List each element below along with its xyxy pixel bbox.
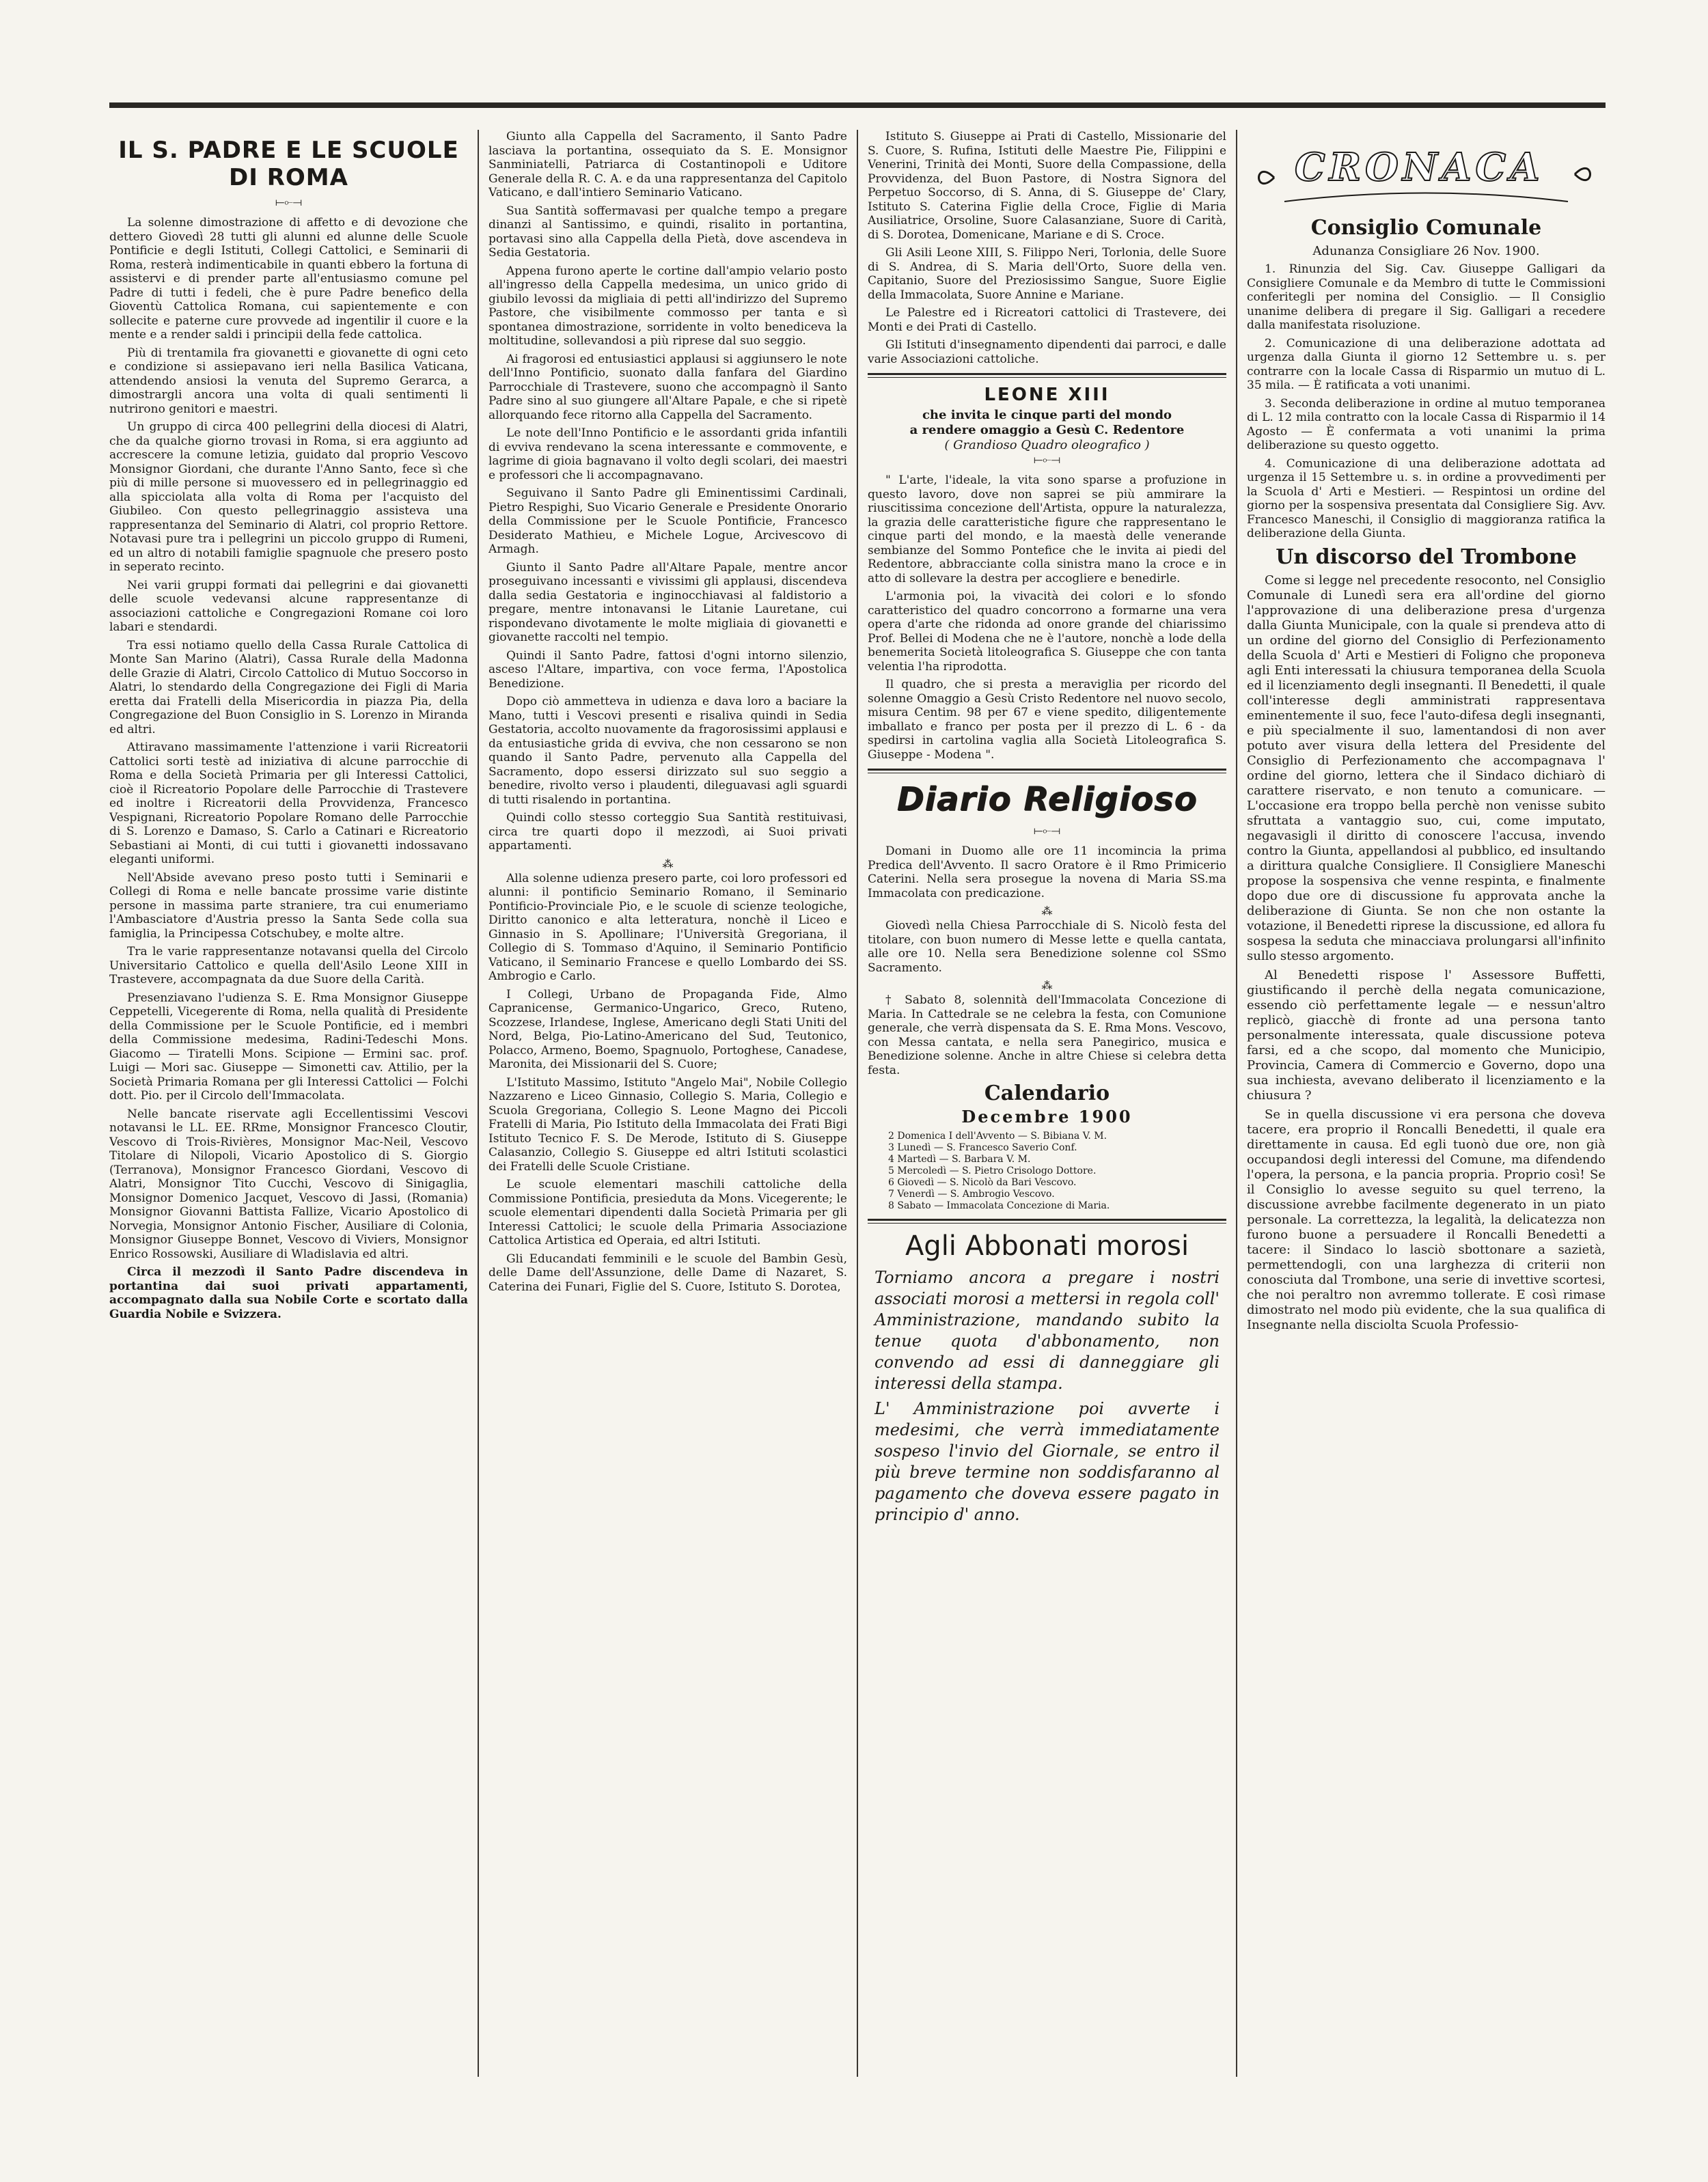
calendar-day: 2 Domenica I dell'Avvento — S. Bibiana V. M. <box>888 1131 1107 1142</box>
asterism: ⁂ <box>1041 979 1053 992</box>
calendar-day: 8 Sabato — Immacolata Concezione di Maria. <box>888 1200 1110 1211</box>
leone-title: LEONE XIII <box>984 385 1110 405</box>
paragraph: 3. Seconda deliberazione in ordine al mutuo temporanea di L. 12 mila contratto con la locale Cassa di Risparmio il 14 Agosto — È confermata a voti unanimi la prima deliberazione su questo oggetto. <box>1247 396 1606 452</box>
paragraph: Quindi il Santo Padre, fattosi d'ogni intorno silenzio, asceso l'Altare, impartiva, con voce ferma, l'Apostolica Benedizione. <box>488 648 847 691</box>
paragraph: 2. Comunicazione di una deliberazione adottata ad urgenza dalla Giunta il giorno 12 Settembre u. s. per contrarre con la locale Cassa di Risparmio un mutuo di L. 35 mila. — È ratificata a voti unanimi. <box>1247 336 1606 392</box>
abbonati-paragraph: Torniamo ancora a pregare i nostri associati morosi a mettersi in regola coll' Amministrazione, mandando subito la tenue quota d'abbonamento, non convendo ad essi di danneggiare gli interessi della stampa. <box>874 1268 1220 1393</box>
article-title: IL S. PADRE E LE SCUOLE DI ROMA <box>118 137 459 191</box>
calendar-title: Calendario <box>984 1081 1110 1105</box>
paragraph: Al Benedetti rispose l' Assessore Buffetti, giustificando il perchè della negata comunicazione, essendo ciò perfettamente legale — e nessun'altro replicò, giacchè di fronte ad una persona tanto personalmente interessata, quale discussione poteva farsi, ed a che scopo, dal momento che Municipio, Provincia, Camera di Commercio e Governo, dopo una sua inchiesta, avevano deliberato il licenziamento e la chiusura ? <box>1247 967 1606 1103</box>
paragraph: Se in quella discussione vi era persona che doveva tacere, era proprio il Roncalli Benedetti, il quale era direttamente in causa. Ed egli tuonò due ore, non già occupandosi degli interessi del Comune, ma difendendo l'opera, la persona, e la pancia propria. Proprio così! Se il Consiglio lo avesse seguito su quel terreno, la discussione avrebbe facilmente degenerato in un piato personale. La correttezza, la legalità, la delicatezza non furono buone a persuadere il Roncalli Benedetti a tacere: il Sindaco lo lasciò sbottonare a sazietà, permettendogli, con una larghezza di criterii non conosciuta dal Trombone, una serie di invettive scortesi, che noi peraltro non avremmo tollerate. E così rimase dimostrato nel modo più evidente, che la sua qualifica di Insegnante nella disciolta Scuola Professio- <box>1247 1107 1606 1332</box>
section-divider <box>868 769 1226 773</box>
paragraph: Le scuole elementari maschili cattoliche della Commissione Pontificia, presieduta da Mons. Vicegerente; le scuole elementari dipendenti dalla Società Primaria per gli Interessi Cattolici; le scuole della Primaria Associazione Cattolica Artistica ed Operaia, ed altri Istituti. <box>488 1178 847 1247</box>
paragraph: Gli Asili Leone XIII, S. Filippo Neri, Torlonia, delle Suore di S. Andrea, di S. Maria dell'Orto, Suore della ven. Capitanio, Suore del Preziosissimo Sangue, Suore Eiglie della Immacolata, Suore Annine e Mariane. <box>868 246 1226 302</box>
column-divider <box>478 130 479 2077</box>
calendar-day: 3 Lunedì — S. Francesco Saverio Conf. <box>888 1142 1077 1153</box>
paragraph: Più di trentamila fra giovanetti e giovanette di ogni ceto e condizione si assiepavano ieri nella Basilica Vaticana, attendendo ansiosi la venuta del Supremo Gerarca, a dimostrargli ancora una volta di quali sentimenti li nutrirono genitori e maestri. <box>109 346 468 416</box>
paragraph: Quindi collo stesso corteggio Sua Santità restituivasi, circa tre quarti dopo il mezzodì, ai Suoi privati appartamenti. <box>488 811 847 853</box>
paragraph: La solenne dimostrazione di affetto e di devozione che dettero Giovedì 28 tutti gli alunni ed alunne delle Scuole Pontificie e degli Istituti, Collegi Cattolici, e Seminarii di Roma, resterà indimenticabile in quanti ebbero la fortuna di assistervi e di prender parte all'entusiasmo comune pel Padre di tutti i fedeli, che è pure Padre benefico della Gioventù Cattolica Romana, cui sapientemente e con sollecite e paterne cure provvede ad ingentilir il cuore e la mente e a render saldi i principii della fede cattolica. <box>109 216 468 342</box>
ornament: ⟝⟜⟞ <box>1033 824 1061 837</box>
paragraph: Ai fragorosi ed entusiastici applausi si aggiunsero le note dell'Inno Pontificio, suonato dalla fanfara del Giardino Parrocchiale di Trastevere, suono che accompagnò il Santo Padre sino al suo giungere all'Altare Papale, e che si ripetè allorquando fece ritorno alla Cappella del Sacramento. <box>488 352 847 422</box>
section-divider <box>868 373 1226 378</box>
cronaca-title: CRONACA <box>1295 145 1544 190</box>
abbonati-title: Agli Abbonati morosi <box>905 1230 1189 1262</box>
paragraph: Seguivano il Santo Padre gli Eminentissimi Cardinali, Pietro Respighi, Suo Vicario Generale e Presidente Onorario della Commissione per le Scuole Pontificie, Francesco Desiderato Mathieu, e Michele Logue, Arcivescovo di Armagh. <box>488 486 847 556</box>
column-divider <box>857 130 858 2077</box>
leone-subtitle: ( Grandioso Quadro oleografico ) <box>944 438 1150 452</box>
asterism: ⁂ <box>662 857 674 870</box>
leone-subtitle: che invita le cinque parti del mondo <box>922 408 1172 422</box>
paragraph: Tra essi notiamo quello della Cassa Rurale Cattolica di Monte San Marino (Alatri), Cassa Rurale della Madonna delle Grazie di Alatri, Circolo Cattolico di Mutuo Soccorso in Alatri, lo stendardo della Congregazione dei Figli di Maria eretta dai Fratelli della Misericordia in piazza Pia, della Congregazione del Buon Consiglio in S. Lorenzo in Miranda ed altri. <box>109 638 468 736</box>
paragraph: L'armonia poi, la vivacità dei colori e lo sfondo caratteristico del quadro concorrono a formarne una vera opera d'arte che ridonda ad onore grande del chiarissimo Prof. Bellei di Modena che ne è l'autore, nonchè a lode della benemerita Società litoleografica S. Giuseppe che con tanta velentia l'ha riprodotta. <box>868 590 1226 674</box>
paragraph: Nelle bancate riservate agli Eccellentissimi Vescovi notavansi le LL. EE. RRme, Monsignor Francesco Cloutir, Vescovo di Trois-Rivières, Monsignor Mac-Neil, Vescovo Titolare di Nilopoli, Vicario Apostolico di S. Giorgio (Terranova), Monsignor Francesco Giordani, Vescovo di Alatri, Monsignor Tito Cucchi, Vescovo di Sinigaglia, Monsignor Domenico Jacquet, Vescovo di Jassi, (Romania) Monsignor Giovanni Battista Fallize, Vicario Apostolico di Norvegia, Monsignor Antonio Fischer, Ausiliare di Colonia, Monsignor Giuseppe Bonnet, Vescovo di Viviers, Monsignor Enrico Rossowski, Ausiliare di Wladislavia ed altri. <box>109 1107 468 1261</box>
paragraph: Presenziavano l'udienza S. E. Rma Monsignor Giuseppe Ceppetelli, Vicegerente di Roma, nella qualità di Presidente della Commissione per le Scuole Pontificie, ed i membri della Commissione medesima, Radini-Tedeschi Mons. Giacomo — Tiratelli Mons. Scipione — Ermini sac. prof. Luigi — Mori sac. Giuseppe — Simonetti cav. Attilio, per la Società Primaria Romana per gli Interessi Cattolici — Folchi dott. Pio. per il Circolo dell'Immacolata. <box>109 991 468 1103</box>
paragraph: 1. Rinunzia del Sig. Cav. Giuseppe Galligari da Consigliere Comunale e da Membro di tutte le Commissioni conferitegli per nomina del Consiglio. — Il Consiglio unanime delibera di pregare il Sig. Galligari a recedere dalla manifestata risoluzione. <box>1247 262 1606 332</box>
top-rule <box>109 102 1606 108</box>
calendar-day: 4 Martedì — S. Barbara V. M. <box>888 1154 1031 1165</box>
paragraph: L'Istituto Massimo, Istituto "Angelo Mai", Nobile Collegio Nazzareno e Liceo Ginnasio, Collegio S. Maria, Collegio e Scuola Gregoriana, Collegio S. Leone Magno dei Piccoli Fratelli di Maria, Pio Istituto della Immacolata dei Frati Bigi Istituto Tecnico F. S. De Merode, Istituto di S. Giuseppe Calasanzio, Collegio S. Giuseppe ed altri Istituti scolastici dei Fratelli delle Scuole Cristiane. <box>488 1075 847 1174</box>
abbonati-paragraph: L' Amministrazione poi avverte i medesimi, che verrà immediatamente sospeso l'invio del Giornale, se entro il più breve termine non soddisfaranno al pagamento che doveva essere pagato in principio d' anno. <box>874 1399 1220 1524</box>
column-1 <box>109 130 468 2077</box>
paragraph: I Collegi, Urbano de Propaganda Fide, Almo Capranicense, Germanico-Ungarico, Greco, Ruteno, Scozzese, Irlandese, Inglese, Americano degli Stati Uniti del Nord, Belga, Pio-Latino-Americano del Sud, Teutonico, Polacco, Armeno, Boemo, Spagnuolo, Portoghese, Canadese, Maronita, dei Missionarii del S. Cuore; <box>488 987 847 1071</box>
paragraph: Alla solenne udienza presero parte, coi loro professori ed alunni: il pontificio Seminario Romano, il Seminario Pontificio-Provinciale Pio, e le scuole di scienze teologiche, Diritto canonico e alta letteratura, nonchè il Liceo e Ginnasio in S. Apollinare; l'Università Gregoriana, il Collegio di S. Tommaso d'Aquino, il Seminario Pontificio Vaticano, il Seminario Francese e quello Lombardo dei SS. Ambrogio e Carlo. <box>488 871 847 983</box>
paragraph: " L'arte, l'ideale, la vita sono sparse a profuzione in questo lavoro, dove non saprei se più ammirare la riuscitissima concezione dell'Artista, oppure la naturalezza, la grazia delle caratteristiche figure che rappresentano le cinque parti del mondo, e la maestà delle venerande sembianze del Sommo Pontefice che le invita ai piedi del Redentore, abbracciante colla sinistra mano la croce e in atto di sollevare la destra per accogliere e benedirle. <box>868 473 1226 585</box>
calendar-month: Decembre 1900 <box>961 1107 1133 1127</box>
adunanza-date: Adunanza Consigliare 26 Nov. 1900. <box>1312 244 1540 258</box>
paragraph: Il quadro, che si presta a meraviglia per ricordo del solenne Omaggio a Gesù Cristo Redentore nel nuovo secolo, misura Centim. 98 per 67 e viene spedito, diligentemente imballato e franco per posta per il prezzo di L. 6 - da spedirsi in cartolina vaglia alla Società Litoleografica S. Giuseppe - Modena ". <box>868 678 1226 762</box>
paragraph: 4. Comunicazione di una deliberazione adottata ad urgenza il 15 Settembre u. s. in ordine a provvedimenti per la Scuola d' Arti e Mestieri. — Respintosi un ordine del giorno per la sospensiva presentata dal Consigliere Sig. Avv. Francesco Maneschi, il Consiglio di maggioranza ratifica la deliberazione della Giunta. <box>1247 456 1606 540</box>
calendar-day: 7 Venerdì — S. Ambrogio Vescovo. <box>888 1189 1055 1200</box>
cronaca-masthead <box>1247 137 1606 212</box>
paragraph: Giunto il Santo Padre all'Altare Papale, mentre ancor proseguivano incessanti e vivissimi gli applausi, discendeva dalla sedia Gestatoria e inginocchiavasi al faldistorio a pregare, mentre intonavansi le Litanie Lauretane, cui rispondevano divotamente le molte migliaia di giovanetti e giovanette raccolti nel tempio. <box>488 560 847 644</box>
paragraph: Circa il mezzodì il Santo Padre discendeva in portantina dai suoi privati appartamenti, accompagnato dalla sua Nobile Corte e scortato dalla Guardia Nobile e Svizzera. <box>109 1265 468 1321</box>
paragraph: Come si legge nel precedente resoconto, nel Consiglio Comunale di Lunedì sera era all'ordine del giorno l'approvazione di una deliberazione presa d'urgenza dalla Giunta Municipale, con la quale si prendeva atto di un ordine del giorno del Consiglio di Perfezionamento della Scuola d' Arti e Mestieri di Foligno che proponeva agli Enti interessati la chiusura temporanea della Scuola ed il licenziamento degli insegnanti. Il Benedetti, il quale coll'interesse degli amministrati rappresentava eminentemente il suo, fece l'auto-difesa degli insegnanti, e più specialmente il suo, lamentandosi di non aver potuto aver visura della lettera del Presidente del Consiglio di Perfezionamento che accompagnava l' ordine del giorno, lettera che il Sindaco dichiarò di carattere riservato, e non tenuto a comunicare. — L'occasione era troppo bella perchè non venisse subito sfruttata a vantaggio suo, cui, come imputato, negavasigli il diritto di conoscere l'accusa, invendo contro la Giunta, appellandosi al pubblico, ed insultando a dirittura qualche Consigliere. Il Consigliere Maneschi propose la sospensiva che venne respinta, e finalmente dopo due ore di discussione fu approvata anche la deliberazione di Giunta. Se non che non ostante la votazione, il Benedetti riprese la discussione, ed allora fu sospesa la seduta che minacciava prolungarsi all'infinito sullo stesso argomento. <box>1247 572 1606 963</box>
column-4 <box>1247 130 1606 2077</box>
paragraph: Istituto S. Giuseppe ai Prati di Castello, Missionarie del S. Cuore, S. Rufina, Istituti delle Maestre Pie, Filippini e Venerini, Trinità dei Monti, Suore della Compassione, della Provvidenza, del Buon Pastore, di Nostra Signora del Perpetuo Soccorso, di S. Anna, di S. Giuseppe de' Clary, Istituto S. Caterina Figlie della Croce, Figlie di Maria Ausiliatrice, Orsoline, Suore Calasanziane, Suore di Carità, di S. Dorotea, Domenicane, Mariane e di S. Croce. <box>868 130 1226 242</box>
paragraph: Tra le varie rappresentanze notavansi quella del Circolo Universitario Cattolico e quella dell'Asilo Leone XIII in Trastevere, accompagnata da due Suore della Carità. <box>109 945 468 986</box>
calendar-day: 5 Mercoledì — S. Pietro Crisologo Dottore. <box>888 1165 1097 1176</box>
paragraph: Gli Istituti d'insegnamento dipendenti dai parroci, e dalle varie Associazioni cattoliche. <box>868 338 1226 366</box>
paragraph: Attiravano massimamente l'attenzione i varii Ricreatorii Cattolici sorti testè ad iniziativa di alcune parrocchie di Roma e della Società Primaria per gli Interessi Cattolici, cioè il Ricreatorio Popolare delle Parrocchie di Trastevere ed inoltre i Ricreatorii della Provvidenza, Francesco Vespignani, Ricreatorio Popolare Romano delle Parrocchie di S. Lorenzo e Damaso, S. Carlo a Catinari e Ricreatorio Sebastiani ai Monti, di cui tutti i giovanetti indossavano eleganti uniformi. <box>109 741 468 866</box>
paragraph: Gli Educandati femminili e le scuole del Bambin Gesù, delle Dame dell'Assunzione, delle Dame di Nazaret, S. Caterina dei Funari, Figlie del S. Cuore, Istituto S. Dorotea, <box>488 1252 847 1294</box>
paragraph: Domani in Duomo alle ore 11 incomincia la prima Predica dell'Avvento. Il sacro Oratore è il Rmo Primicerio Caterini. Nella sera prosegue la novena di Maria SS.ma Immacolata con predicazione. <box>868 844 1226 900</box>
paragraph: Giunto alla Cappella del Sacramento, il Santo Padre lasciava la portantina, ossequiato da S. E. Monsignor Sanminiatelli, Patriarca di Costantinopoli e Uditore Generale della R. C. A. e da una rappresentanza del Capitolo Vaticano, e dall'intiero Seminario Vaticano. <box>488 130 847 199</box>
paragraph: Sua Santità soffermavasi per qualche tempo a pregare dinanzi al Santissimo, e quindi, risalito in portantina, portavasi sino alla Cappella della Pietà, dove ascendeva in Sedia Gestatoria. <box>488 204 847 260</box>
paragraph: Nei varii gruppi formati dai pellegrini e dai giovanetti delle scuole vedevansi alcune rappresentanze di associazioni cattoliche e Congregazioni Romane coi loro labari e stendardi. <box>109 578 468 634</box>
paragraph: † Sabato 8, solennità dell'Immacolata Concezione di Maria. In Cattedrale se ne celebra la festa, con Comunione generale, che verrà dispensata da S. E. Rma Mons. Vescovo, con Messa cantata, e nella sera Panegirico, musica e Benedizione solenne. Anche in altre Chiese si celebra detta festa. <box>868 993 1226 1077</box>
paragraph: Appena furono aperte le cortine dall'ampio velario posto all'ingresso della Cappella medesima, un unico grido di giubilo levossi da migliaia di petti all'indirizzo del Supremo Pastore, che visibilmente commosso per tanta e sì spontanea dimostrazione, sorridente in volto benediceva la moltitudine, sollevandosi a più riprese dal suo seggio. <box>488 264 847 348</box>
asterism: ⁂ <box>1041 904 1053 917</box>
discorso-title: Un discorso del Trombone <box>1276 544 1577 569</box>
section-divider <box>868 1219 1226 1224</box>
column-3 <box>868 130 1226 2077</box>
calendar-day: 6 Giovedì — S. Nicolò da Bari Vescovo. <box>888 1177 1077 1188</box>
leone-subtitle: a rendere omaggio a Gesù C. Redentore <box>909 423 1185 437</box>
calendar-list <box>868 1131 1226 1212</box>
ornament: ⟝⟜⟞ <box>1033 453 1061 466</box>
column-2 <box>488 130 847 2077</box>
paragraph: Le note dell'Inno Pontificio e le assordanti grida infantili di evviva rendevano la scena interessante e commovente, e lagrime di gioia bagnavano il volto degli scolari, dei maestri e professori che li accompagnavano. <box>488 426 847 482</box>
newspaper-page <box>109 102 1606 2084</box>
ornament: ⟝⟜⟞ <box>275 195 303 208</box>
paragraph: Un gruppo di circa 400 pellegrini della diocesi di Alatri, che da qualche giorno trovasi in Roma, si era aggiunto ad accrescere la comune letizia, guidato dal proprio Vescovo Monsignor Giordani, che durante l'Anno Santo, fece sì che più di mille persone si muovessero ed in pellegrinaggio ed alla spicciolata alla volta di Roma per l'acquisto del Giubileo. Con questo pellegrinaggio assisteva una rappresentanza del Seminario di Alatri, col proprio Rettore. Notavasi pure tra i pellegrini un piccolo gruppo di Rumeni, ed un altro di notabili famiglie spagnuole che presero posto in seperato recinto. <box>109 420 468 574</box>
column-divider <box>1236 130 1237 2077</box>
paragraph: Nell'Abside avevano preso posto tutti i Seminarii e Collegi di Roma e nelle bancate prossime varie distinte persone in massima parte straniere, tra cui enumeriamo l'Ambasciatore d'Austria presso la Santa Sede colla sua famiglia, la Principessa Cotschubey, e molte altre. <box>109 870 468 941</box>
paragraph: Le Palestre ed i Ricreatori cattolici di Trastevere, dei Monti e dei Prati di Castello. <box>868 306 1226 334</box>
consiglio-title: Consiglio Comunale <box>1310 216 1542 240</box>
diario-title: Diario Religioso <box>896 780 1198 818</box>
paragraph: Giovedì nella Chiesa Parrocchiale di S. Nicolò festa del titolare, con buon numero di Messe lette e quella cantata, alle ore 10. Nella sera Benedizione solenne col SSmo Sacramento. <box>868 919 1226 975</box>
paragraph: Dopo ciò ammetteva in udienza e dava loro a baciare la Mano, tutti i Vescovi presenti e risaliva quindi in Sedia Gestatoria, accolto nuovamente da fragorosissimi applausi e da entusiastiche grida di evviva, che non cessarono se non quando il Santo Padre, pervenuto alla Cappella del Sacramento, dopo essersi dirizzato sul suo seggio a benedire, rivolto verso i plaudenti, dileguavasi agli sguardi di tutti risalendo in portantina. <box>488 695 847 807</box>
